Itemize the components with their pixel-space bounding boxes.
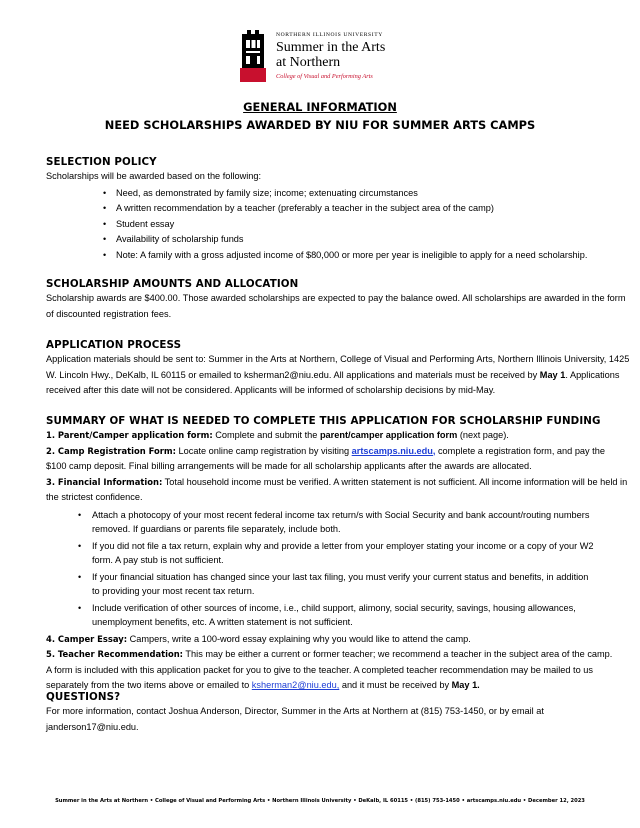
item-text-mid: and it must be received by: [339, 680, 452, 690]
section-questions: [46, 690, 598, 735]
summary-item-recommendation-line2: A form is included with this application packet for you to give to the teacher. A completed teacher recommendation may be mailed to us: [46, 664, 593, 675]
financial-requirements-list: [46, 508, 598, 629]
selection-intro: Scholarships will be awarded based on the following:: [46, 171, 262, 181]
email-link[interactable]: ksherman2@niu.edu,: [251, 680, 340, 690]
amounts-text-line1: Scholarship awards are $400.00. Those awarded scholarships are expected to pay the balance owed. All scholarships are awarded in the form: [46, 293, 626, 303]
item-text: separately from the two items above or emailed to: [46, 680, 252, 690]
artscamps-link[interactable]: artscamps.niu.edu,: [351, 445, 436, 456]
logo-title-line2: at Northern: [276, 55, 341, 70]
list-item: • Include verification of other sources of income, i.e., child support, alimony, social security, savings, housing allowances, unemployment benefits, etc. A written statement is not sufficient.: [46, 601, 598, 629]
logo-tagline: College of Visual and Performing Arts: [276, 73, 373, 80]
list-item: • Student essay: [46, 217, 598, 233]
list-item: • If your financial situation has changed since your last tax filing, you must verify your current status and benefits, in addition to providing your most recent tax return.: [46, 570, 598, 598]
heading-need-scholarships: NEED SCHOLARSHIPS AWARDED BY NIU FOR SUMMER ARTS CAMPS: [104, 118, 536, 132]
process-text-line2: [46, 368, 620, 384]
item-text-end: complete a registration form, and pay the: [435, 445, 605, 456]
item-label: 2. Camp Registration Form:: [46, 445, 176, 456]
process-text-line1: Application materials should be sent to: Summer in the Arts at Northern, College of Visual and Performing Arts, Northern Illinois University, 1425: [46, 354, 630, 364]
process-text-line3: received after this date will not be considered. Applicants will be informed of scholarship decisions by mid-May.: [46, 385, 496, 395]
list-item: • Need, as demonstrated by family size; income; extenuating circumstances: [46, 186, 598, 202]
item-text: Total household income must be verified. A written statement is not sufficient. All income information will be held in: [162, 476, 628, 487]
document-heading: [0, 98, 640, 134]
section-title-selection-policy: SELECTION POLICY: [46, 156, 157, 168]
selection-criteria-list: [46, 186, 598, 264]
section-scholarship-amounts: [46, 277, 626, 322]
summary-item-essay: [46, 632, 598, 648]
niu-castle-logo-icon: [240, 30, 266, 82]
logo-title-line1: Summer in the Arts: [276, 40, 386, 55]
section-title-questions: QUESTIONS?: [46, 691, 121, 703]
list-item: • If you did not file a tax return, explain why and provide a letter from your employer stating your income or a copy of your W2 form. A pay stub is not sufficient.: [46, 539, 598, 567]
process-line2-text: W. Lincoln Hwy., DeKalb, IL 60115 or emailed to ksherman2@niu.edu. All applications and materials must be received by: [46, 369, 540, 380]
questions-text-line1: For more information, contact Joshua Anderson, Director, Summer in the Arts at Northern at (815) 753-1450, or by email at: [46, 706, 544, 716]
amounts-text-line2: of discounted registration fees.: [46, 308, 172, 319]
logo-title: [276, 40, 385, 70]
summary-item-parent-form: [46, 428, 598, 444]
section-summary: [46, 414, 628, 694]
list-item: • Attach a photocopy of your most recent federal income tax return/s with Social Security and bank account/routing numbers removed. If guardians or parents file separately, include both.: [46, 508, 598, 536]
list-item: • Availability of scholarship funds: [46, 232, 598, 248]
section-title-summary: SUMMARY OF WHAT IS NEEDED TO COMPLETE THIS APPLICATION FOR SCHOLARSHIP FUNDING: [46, 415, 601, 427]
item-text: Campers, write a 100-word essay explaining why you would like to attend the camp.: [127, 633, 471, 644]
deadline-date: May 1: [539, 369, 566, 380]
summary-item-registration: [46, 444, 605, 460]
summary-item-recommendation: [46, 647, 613, 663]
item-label: 5. Teacher Recommendation:: [46, 649, 184, 659]
logo-university-name: NORTHERN ILLINOIS UNIVERSITY: [276, 32, 383, 38]
item-text: This may be either a current or former teacher; we recommend a teacher in the subject area of the camp.: [183, 649, 613, 659]
summary-item-financial: [46, 475, 628, 491]
heading-general-information: GENERAL INFORMATION: [243, 100, 397, 114]
item-text-end: (next page).: [457, 430, 509, 440]
item-bold-text: parent/camper application form: [319, 430, 458, 440]
section-title-scholarship-amounts: SCHOLARSHIP AMOUNTS AND ALLOCATION: [46, 278, 299, 290]
niu-logo: [240, 30, 410, 84]
section-application-process: [46, 338, 630, 399]
item-label: 1. Parent/Camper application form:: [46, 430, 213, 440]
questions-text-line2: janderson17@niu.edu.: [46, 721, 139, 732]
section-selection-policy: [46, 155, 598, 263]
summary-item-financial-line2: the strictest confidence.: [46, 492, 143, 502]
item-label: 4. Camper Essay:: [46, 633, 128, 644]
page-footer: Summer in the Arts at Northern • College of Visual and Performing Arts • Northern Illinois University • DeKalb, IL 60115 • (815) 753-1450 • artscamps.niu.edu • December 12, 2023: [55, 798, 585, 804]
summary-item-registration-line2: $100 camp deposit. Final billing arrangements will be made for all scholarship applicants after the awards are allocated.: [46, 461, 532, 471]
list-item: • Note: A family with a gross adjusted income of $80,000 or more per year is ineligible to apply for a need scholarship.: [46, 248, 598, 264]
list-item: • A written recommendation by a teacher (preferably a teacher in the subject area of the camp): [46, 201, 598, 217]
item-text: Complete and submit the: [212, 430, 320, 440]
section-title-application-process: APPLICATION PROCESS: [46, 339, 182, 351]
item-text: Locate online camp registration by visiting: [175, 445, 352, 456]
process-line2-end: . Applications: [565, 369, 620, 380]
deadline-date: May 1.: [451, 680, 480, 690]
item-label: 3. Financial Information:: [46, 476, 163, 487]
